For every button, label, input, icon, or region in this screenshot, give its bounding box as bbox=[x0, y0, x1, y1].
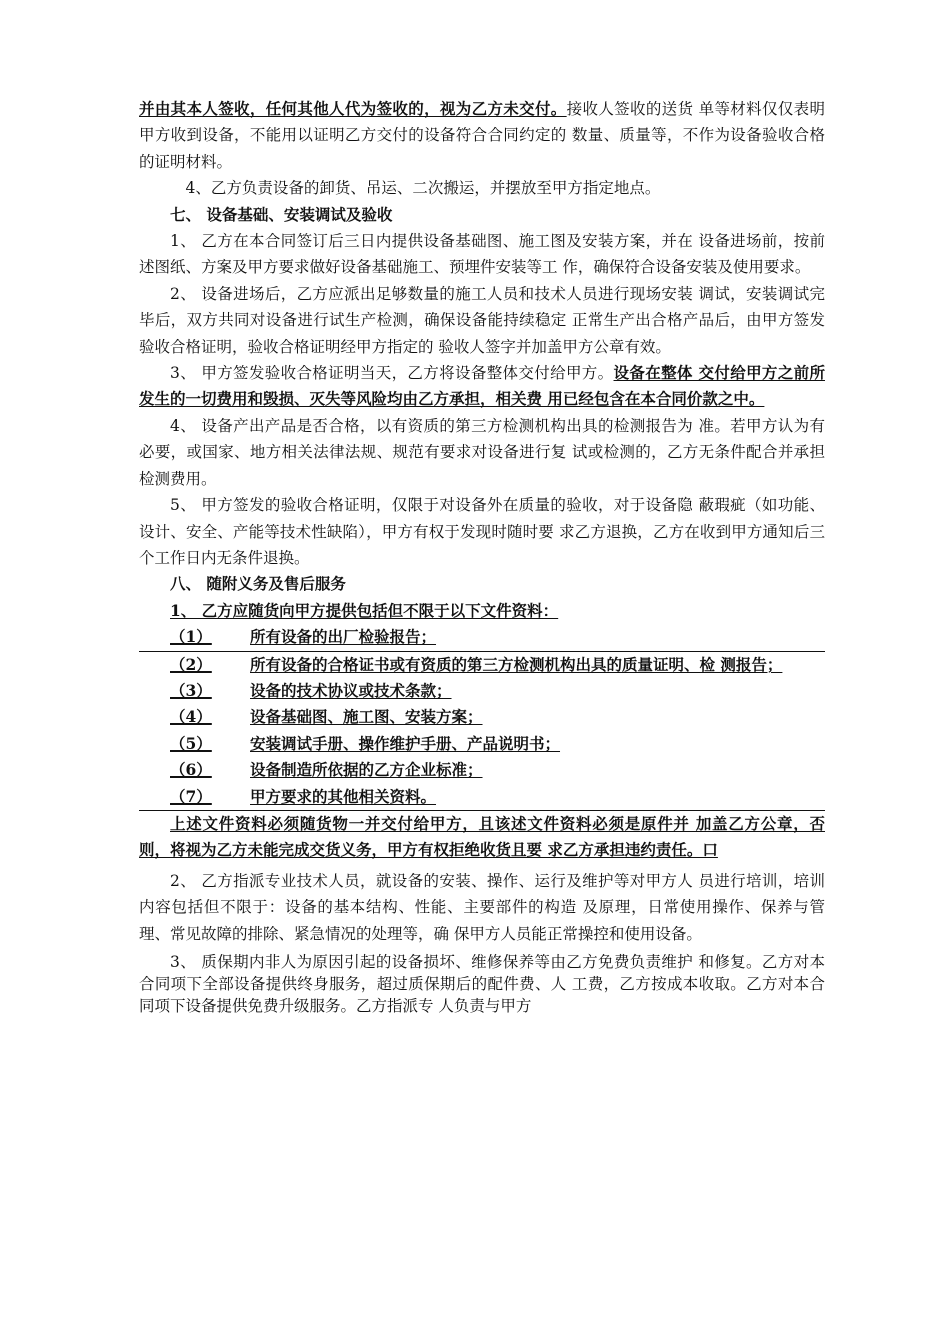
paragraph-7-2: 2、 设备进场后，乙方应派出足够数量的施工人员和技术人员进行现场安装 调试，安装调试完毕后，双方共同对设备进行试生产检测，确保设备能持续稳定 正常生产出合格产品后，由甲方签发验收合格证明，验收合格证明经甲方指定的 验收人签字并加盖甲方公章有效。 bbox=[139, 284, 825, 356]
doc-text: 甲方要求的其他相关资料。 bbox=[250, 786, 437, 806]
doc-list-item bbox=[139, 652, 825, 678]
doc-list-item bbox=[139, 624, 825, 651]
doc-list-item bbox=[139, 731, 825, 757]
paragraph-7-4: 4、 设备产出产品是否合格，以有资质的第三方检测机构出具的检测报告为 准。若甲方认为有必要，或国家、地方相关法律法规、规范有要求对设备进行复 试或检测的，乙方无条件配合并承担检测费用。 bbox=[139, 416, 825, 488]
doc-number: （3） bbox=[170, 680, 212, 700]
doc-number: （6） bbox=[170, 760, 212, 780]
doc-list-item bbox=[139, 678, 825, 704]
doc-text: 所有设备的合格证书或有资质的第三方检测机构出具的质量证明、检 测报告； bbox=[250, 654, 783, 674]
paragraph-7-1: 1、 乙方在本合同签订后三日内提供设备基础图、施工图及安装方案，并在 设备进场前，按前述图纸、方案及甲方要求做好设备基础施工、预埋件安装等工 作，确保符合设备安装及使用要求。 bbox=[139, 232, 825, 277]
doc-number: （5） bbox=[170, 733, 212, 753]
doc-text: 设备基础图、施工图、安装方案； bbox=[250, 707, 483, 727]
doc-number: （7） bbox=[170, 786, 212, 806]
doc-number: （2） bbox=[170, 654, 212, 674]
doc-text: 设备的技术协议或技术条款； bbox=[250, 680, 452, 700]
doc-list-item bbox=[139, 757, 825, 783]
paragraph-delivery-signoff bbox=[139, 96, 825, 175]
paragraph-7-5: 5、 甲方签发的验收合格证明，仅限于对设备外在质量的验收，对于设备隐 蔽瑕疵（如功能、设计、安全、产能等技术性缺陷），甲方有权于发现时随时要 求乙方退换，乙方在收到甲方通知后三个工作日内无条件退换。 bbox=[139, 496, 825, 567]
bold-underlined-clause: 并由其本人签收，任何其他人代为签收的，视为乙方未交付。 bbox=[139, 99, 567, 118]
paragraph-8-3: 3、 质保期内非人为原因引起的设备损坏、维修保养等由乙方免费负责维护 和修复。乙方对本合同项下全部设备提供终身服务，超过质保期后的配件费、人 工费，乙方按成本收取。乙方对本合同项下设备提供免费升级服务。乙方指派专 人负责与甲方 bbox=[139, 953, 825, 1015]
doc-text: 安装调试手册、操作维护手册、产品说明书； bbox=[250, 733, 561, 753]
doc-list-item bbox=[139, 704, 825, 730]
paragraph-docs-note: 上述文件资料必须随货物一并交付给甲方，且该述文件资料必须是原件并 加盖乙方公章，否则，将视为乙方未能完成交货义务，甲方有权拒绝收货且要 求乙方承担违约责任。口 bbox=[139, 813, 825, 860]
paragraph-8-2: 2、 乙方指派专业技术人员，就设备的安装、操作、运行及维护等对甲方人 员进行培训，培训内容包括但不限于：设备的基本结构、性能、主要部件的构造 及原理，日常使用操作、保养与管理、常见故障的排除、紧急情况的处理等，确 保甲方人员能正常操控和使用设备。 bbox=[139, 871, 825, 943]
paragraph-unloading: 4、乙方负责设备的卸货、吊运、二次搬运，并摆放至甲方指定地点。 bbox=[185, 179, 661, 198]
doc-text: 设备制造所依据的乙方企业标准； bbox=[250, 760, 483, 780]
section-heading-8: 八、 随附义务及售后服务 bbox=[170, 574, 346, 594]
paragraph-8-1: 1、 乙方应随货向甲方提供包括但不限于以下文件资料： bbox=[170, 600, 559, 620]
doc-list-item bbox=[139, 784, 825, 811]
section-heading-7: 七、 设备基础、安装调试及验收 bbox=[170, 204, 393, 224]
doc-number: （4） bbox=[170, 707, 212, 727]
bold-underlined-clause: 设备在整体 交付给甲方之前所发生的一切费用和毁损、灭失等风险均由乙方承担，相关费 用已经包含在本合同价款之中。 bbox=[139, 363, 825, 409]
doc-number: （1） bbox=[170, 627, 212, 647]
doc-text: 所有设备的出厂检验报告； bbox=[250, 627, 437, 647]
paragraph-text: 接收人签收的送货 单等材料仅仅表明甲方收到设备，不能用以证明乙方交付的设备符合合同约定的 数量、质量等，不作为设备验收合格的证明材料。 bbox=[139, 100, 825, 171]
document-page bbox=[139, 96, 825, 1017]
paragraph-7-3 bbox=[139, 360, 825, 413]
paragraph-text: 3、 甲方签发验收合格证明当天，乙方将设备整体交付给甲方。 bbox=[170, 364, 614, 383]
